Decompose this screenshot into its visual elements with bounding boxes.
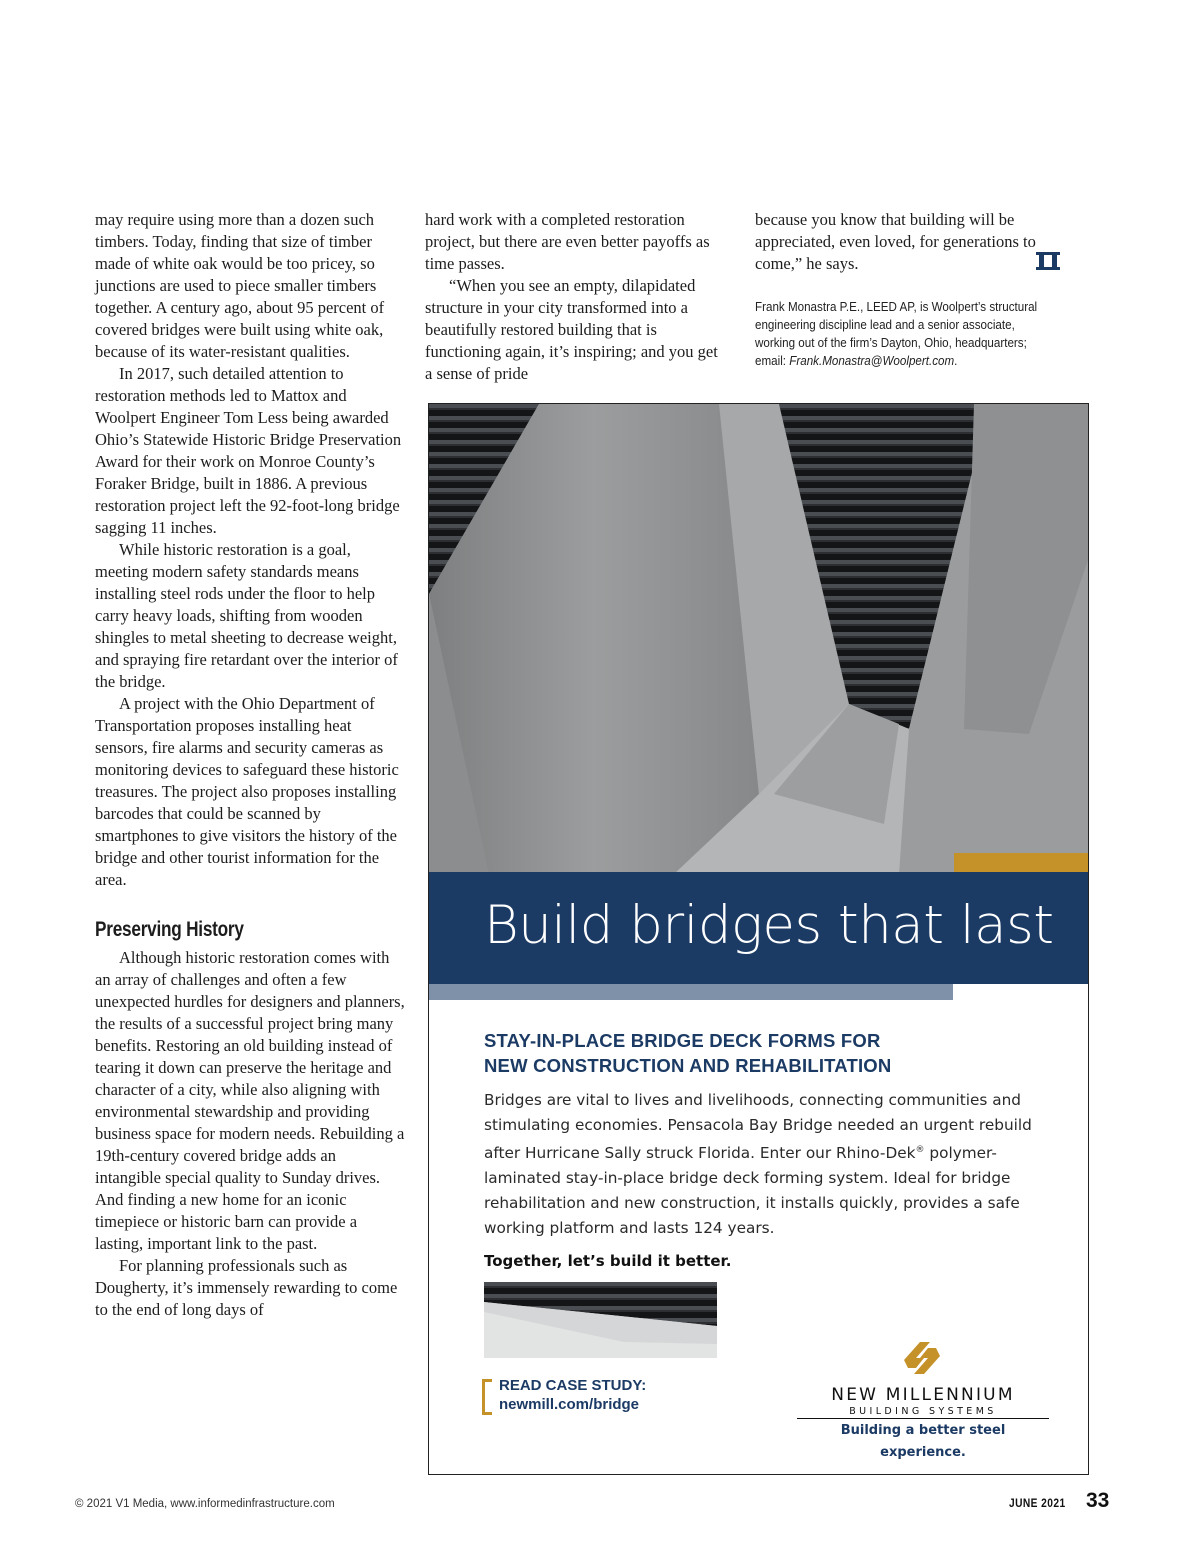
article-column-2 [425,209,725,385]
registered-mark: ® [915,1145,925,1155]
ad-subhead-line: NEW CONSTRUCTION AND REHABILITATION [484,1055,892,1076]
section-heading: Preserving History [95,918,244,941]
new-millennium-logo-icon [894,1338,950,1378]
article-paragraph: may require using more than a dozen such timbers. Today, finding that size of timber made of white oak would be too pricey, so junctions are used to piece smaller timbers together. A century ago, about 95 percent of covered bridges were built using white oak, because of its water-resistant qualities. [95,210,385,361]
article-paragraph: Although historic restoration comes with an array of challenges and often a few unexpected hurdles for designers and planners, the results of a successful project bring many benefits. Restoring an old building instead of tearing it down can preserve the heritage and character of a city, while also aligning with environmental stewardship and providing business space for modern needs. Rebuilding a 19th-century covered bridge adds an intangible special quality to Sunday drives. And finding a new home for an iconic timepiece or historic barn can provide a lasting, important link to the past. [95,948,405,1253]
page-number: 33 [1086,1489,1110,1512]
ad-body-text [484,1088,1064,1241]
grey-accent-bar [429,984,953,1000]
cta-url[interactable]: newmill.com/bridge [499,1396,640,1413]
end-mark-icon [1035,251,1061,271]
footer-issue-date: JUNE 2021 [1009,1496,1066,1510]
ad-body-part: polymer-laminated stay-in-place bridge deck forming system. Ideal for bridge rehabilitation and new construction, it installs quickly, provides a safe working platform and lasts 124 years. [484,1144,1020,1238]
logo-name: NEW MILLENNIUM [831,1385,1015,1405]
ad-subhead-line: STAY-IN-PLACE BRIDGE DECK FORMS FOR [484,1030,881,1051]
author-bio [755,298,1043,370]
article-paragraph: hard work with a completed restoration project, but there are even better payoffs as time passes. [425,210,710,273]
article-paragraph: While historic restoration is a goal, meeting modern safety standards means installing steel rods under the floor to help carry heavy loads, shifting from wooden shingles to metal sheeting to decrease weight, and spraying fire retardant over the interior of the bridge. [95,540,398,691]
article-paragraph: For planning professionals such as Dougherty, it’s immensely rewarding to come to the end of long days of [95,1256,398,1319]
author-email[interactable]: Frank.Monastra@Woolpert.com [789,354,955,368]
article-column-3 [755,209,1065,275]
advertisement [428,403,1089,1475]
case-study-link[interactable] [499,1376,646,1414]
cta-label: READ CASE STUDY: [499,1377,647,1394]
deck-form-thumbnail [484,1282,717,1358]
article-column-1 [95,209,405,1321]
article-paragraph: because you know that building will be appreciated, even loved, for generations to come,” he says. [755,210,1036,273]
bridge-underside-photo [429,404,1089,874]
article-paragraph: In 2017, such detailed attention to restoration methods led to Mattox and Woolpert Engineer Tom Less being awarded Ohio’s Statewide Historic Bridge Preservation Award for their work on Monroe County’s Foraker Bridge, built in 1886. A previous restoration project left the 92-foot-long bridge sagging 11 inches. [95,364,402,537]
logo-subtitle: BUILDING SYSTEMS [849,1406,997,1417]
ad-body-part: Bridges are vital to lives and livelihoods, connecting communities and stimulating economies. Pensacola Bay Bridge needed an urgent rebuild after Hurricane Sally struck Florida. Enter our Rhino-Dek [484,1091,1032,1163]
ad-tagline: Together, let’s build it better. [484,1252,732,1270]
article-paragraph: “When you see an empty, dilapidated structure in your city transformed into a beautifully restored building that is functioning again, it’s inspiring; and you get a sense of pride [425,276,718,383]
article-paragraph: A project with the Ohio Department of Transportation proposes installing heat sensors, fire alarms and security cameras as monitoring devices to safeguard these historic treasures. The project also proposes installing barcodes that could be scanned by smartphones to give visitors the history of the bridge and other tourist information for the area. [95,694,399,889]
logo-divider [797,1418,1049,1419]
cta-bracket [482,1379,492,1415]
ad-headline: Build bridges that last [484,895,1054,956]
author-bio-end: . [954,354,958,368]
author-bio-text: Frank Monastra P.E., LEED AP, is Woolpert’s structural engineering discipline lead and a senior associate, working out of the firm’s Dayton, Ohio, headquarters; email: [755,300,1038,368]
logo-slogan: Building a better steel experience. [840,1423,1006,1460]
footer-copyright: © 2021 V1 Media, www.informedinfrastructure.com [75,1498,335,1510]
ad-subhead [484,1028,891,1078]
